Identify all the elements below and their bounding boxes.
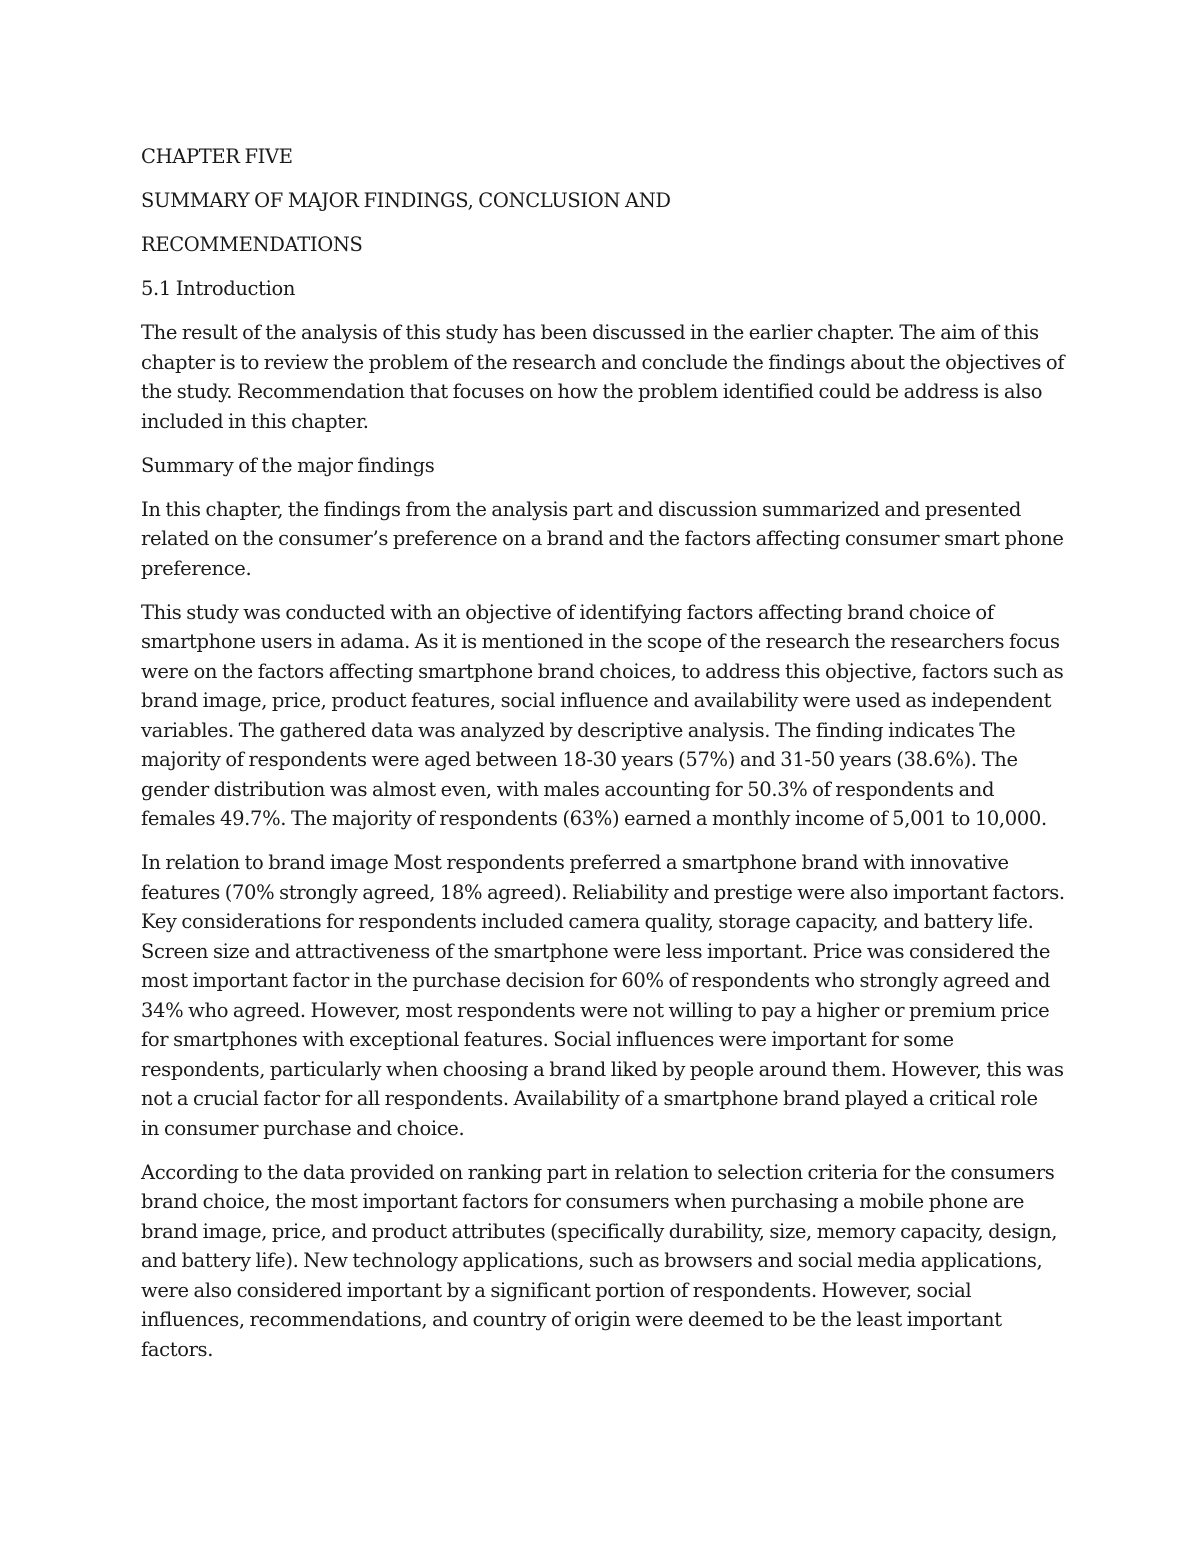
subheading: Summary of the major findings — [141, 453, 435, 477]
paragraph-line: brand choice, the most important factors for consumers when purchasing a mobile phone are — [141, 1190, 1025, 1213]
paragraph-line: The result of the analysis of this study has been discussed in the earlier chapter. The aim of this — [141, 321, 1039, 344]
intro-paragraph — [141, 318, 1066, 436]
paragraph-line: brand image, price, and product attributes (specifically durability, size, memory capacity, design, — [141, 1219, 1058, 1243]
paragraph-line: not a crucial factor for all respondents. Availability of a smartphone brand played a critical role — [141, 1087, 1038, 1110]
document-body — [141, 142, 1066, 1379]
paragraph-line: influences, recommendations, and country of origin were deemed to be the least important — [141, 1308, 1002, 1331]
brand-image-paragraph — [141, 848, 1066, 1143]
findings-intro-paragraph — [141, 495, 1066, 584]
ranking-paragraph — [141, 1158, 1066, 1365]
paragraph-line: majority of respondents were aged between 18-30 years (57%) and 31-50 years (38.6%). The — [141, 748, 1018, 771]
paragraph-line: included in this chapter. — [141, 409, 369, 433]
paragraph-line: According to the data provided on ranking part in relation to selection criteria for the consumers — [141, 1160, 1055, 1184]
paragraph-line: brand image, price, product features, social influence and availability were used as independent — [141, 689, 1052, 712]
paragraph-line: in consumer purchase and choice. — [141, 1116, 465, 1140]
paragraph-line: In relation to brand image Most respondents preferred a smartphone brand with innovative — [141, 851, 1009, 874]
paragraph-line: This study was conducted with an objective of identifying factors affecting brand choice of — [141, 600, 994, 624]
chapter-subtitle-line-2: RECOMMENDATIONS — [141, 233, 363, 256]
paragraph-line: features (70% strongly agreed, 18% agreed). Reliability and prestige were also important factors. — [141, 880, 1065, 904]
paragraph-line: In this chapter, the findings from the analysis part and discussion summarized and presented — [141, 497, 1022, 521]
paragraph-line: were also considered important by a significant portion of respondents. However, social — [141, 1278, 972, 1302]
paragraph-line: related on the consumer’s preference on a brand and the factors affecting consumer smart phone — [141, 527, 1064, 550]
paragraph-line: smartphone users in adama. As it is mentioned in the scope of the research the researchers focus — [141, 630, 1060, 653]
paragraph-line: respondents, particularly when choosing a brand liked by people around them. However, this was — [141, 1057, 1064, 1081]
paragraph-line: most important factor in the purchase decision for 60% of respondents who strongly agreed and — [141, 969, 1051, 992]
paragraph-line: chapter is to review the problem of the research and conclude the findings about the objectives of — [141, 350, 1065, 374]
paragraph-line: Screen size and attractiveness of the smartphone were less important. Price was considered the — [141, 939, 1051, 963]
paragraph-line: the study. Recommendation that focuses on how the problem identified could be address is also — [141, 380, 1043, 403]
paragraph-line: 34% who agreed. However, most respondents were not willing to pay a higher or premium price — [141, 998, 1050, 1022]
paragraph-line: and battery life). New technology applications, such as browsers and social media applications, — [141, 1249, 1043, 1272]
paragraph-line: variables. The gathered data was analyzed by descriptive analysis. The finding indicates The — [141, 718, 1016, 742]
chapter-subtitle-line-1: SUMMARY OF MAJOR FINDINGS, CONCLUSION AND — [141, 189, 671, 212]
paragraph-line: preference. — [141, 556, 252, 580]
chapter-title: CHAPTER FIVE — [141, 145, 293, 168]
paragraph-line: factors. — [141, 1337, 214, 1361]
paragraph-line: gender distribution was almost even, with males accounting for 50.3% of respondents and — [141, 777, 995, 801]
paragraph-line: females 49.7%. The majority of respondents (63%) earned a monthly income of 5,001 to 10,000. — [141, 807, 1047, 830]
paragraph-line: were on the factors affecting smartphone brand choices, to address this objective, factors such as — [141, 659, 1064, 683]
paragraph-line: for smartphones with exceptional features. Social influences were important for some — [141, 1028, 954, 1051]
study-paragraph — [141, 598, 1066, 834]
section-heading: 5.1 Introduction — [141, 277, 296, 300]
paragraph-line: Key considerations for respondents included camera quality, storage capacity, and battery life. — [141, 910, 1034, 933]
